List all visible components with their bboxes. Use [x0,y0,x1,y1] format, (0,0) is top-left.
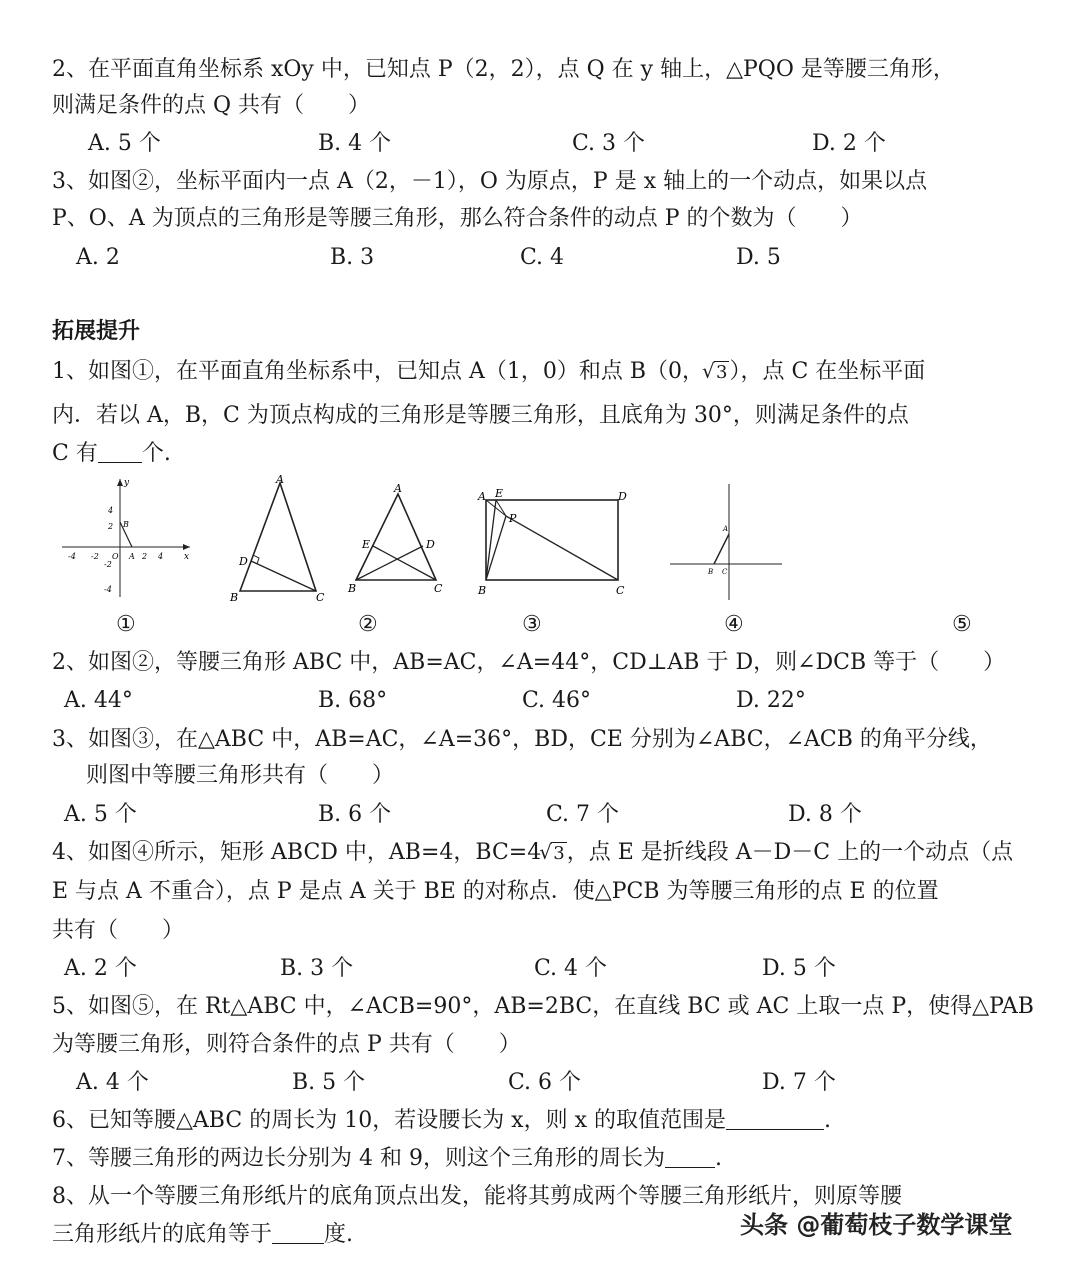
e8-line2-post: 度. [324,1222,354,1247]
fig1-tick-y2: 2 [108,522,114,531]
fig1-x-arrow [183,544,190,550]
fig3-label-c: C [434,582,443,595]
q3-option-a: A. 2 [76,245,120,270]
fig5-label-a: A [723,525,729,533]
e4-line1-post: ，点 E 是折线段 A－D－C 上的一个动点（点 [566,840,1014,865]
e1-line1 [52,356,925,389]
fig4-segment-be [486,500,496,580]
fig3-label-b: B [348,582,357,595]
figure-4-number: ④ [724,612,744,637]
e2-option-a: A. 44° [64,688,133,713]
e1-line1-post: ），点 C 在坐标平面 [729,359,926,384]
e1-answer-blank[interactable] [98,440,142,463]
e3-option-c: C. 7 个 [546,802,620,827]
q2-line2: 则满足条件的点 Q 共有（ ） [52,93,371,118]
fig4-label-b: B [478,584,487,597]
figure-1-coordinate-plane [58,475,194,599]
q3-line1: 3、如图②，坐标平面内一点 A（2，－1），O 为原点，P 是 x 轴上的一个动点，如果以点 [52,169,928,194]
fig4-label-d: D [618,490,627,503]
fig1-label-x: x [184,552,190,562]
fig3-segment-ce [373,546,436,580]
q2-option-b: B. 4 个 [318,131,392,156]
e4-line1-pre: 4、如图④所示，矩形 ABCD 中，AB=4，BC= [52,840,528,865]
e1-line3 [52,438,171,470]
fig5-label-b: B [708,568,714,576]
fig4-label-e: E [495,487,504,500]
section-title: 拓展提升 [52,319,141,344]
q3-options [52,242,1012,274]
e8-line2-pre: 三角形纸片的底角等于 [52,1222,273,1247]
fig5-segment-ab [714,534,729,564]
q2-option-d: D. 2 个 [812,131,886,156]
figure-3-angle-bisectors [344,480,454,600]
figure-5-number: ⑤ [952,612,972,637]
figure-3-number: ③ [522,612,542,637]
fig1-tick-y-4: -4 [104,585,112,594]
fig3-label-e: E [362,538,371,551]
e7-line [52,1143,722,1175]
e2-options [52,685,1012,717]
e6-end: . [824,1108,831,1133]
q3-option-c: C. 4 [520,245,565,270]
e3-option-a: A. 5 个 [64,802,137,827]
fig4-label-a: A [478,490,486,503]
fig4-segment-pc [506,516,618,580]
fig4-label-p: P [509,512,517,525]
e5-option-d: D. 7 个 [762,1070,836,1095]
q3-option-d: D. 5 [736,245,781,270]
e5-options [52,1067,1012,1099]
e4-option-d: D. 5 个 [762,956,836,981]
figure-1-number: ① [116,612,136,637]
fig1-tick-x2: 2 [142,552,148,561]
figure-2-triangle-altitude [228,475,334,605]
fig1-label-o: O [112,552,119,561]
e8-line2 [52,1219,353,1251]
fig1-tick-y-2: -2 [104,560,112,569]
e3-options [52,799,1012,831]
fig3-triangle-abc [356,494,436,580]
e5-line1: 5、如图⑤，在 Rt△ABC 中，∠ACB=90°，AB=2BC，在直线 BC 或 AC 上取一点 P，使得△PAB [52,994,1034,1019]
e2-line1: 2、如图②，等腰三角形 ABC 中，AB=AC，∠A=44°，CD⊥AB 于 D，则∠DCB 等于（ ） [52,650,1006,675]
e7-answer-blank[interactable] [665,1145,715,1168]
e2-option-c: C. 46° [522,688,592,713]
e4-sqrt: √ 3 [541,838,566,870]
e2-option-b: B. 68° [318,688,388,713]
e3-option-d: D. 8 个 [788,802,862,827]
e3-line2: 则图中等腰三角形共有（ ） [86,763,395,788]
fig4-segment-bp [486,516,506,580]
q2-option-a: A. 5 个 [88,131,161,156]
e1-sqrt: √ 3 [704,357,729,389]
fig2-label-d: D [239,555,248,568]
e1-line3-post: 个. [141,441,171,466]
fig4-segment-ep [496,500,506,516]
e4-line1 [52,837,1013,870]
e5-line2: 为等腰三角形，则符合条件的点 P 共有（ ） [52,1032,521,1057]
e6-line [52,1105,831,1137]
fig2-label-a: A [276,475,284,486]
watermark: 头条 @葡萄枝子数学课堂 [740,1211,1013,1239]
q2-options [52,128,1012,160]
e1-line3-pre: C 有 [52,441,98,466]
e5-option-c: C. 6 个 [508,1070,582,1095]
q3-line2: P、O、A 为顶点的三角形是等腰三角形，那么符合条件的动点 P 的个数为（ ） [52,206,863,231]
fig3-segment-bd [356,546,423,580]
fig1-tick-x-2: -2 [91,552,99,561]
fig1-tick-x-4: -4 [68,552,76,561]
e7-end: . [714,1146,722,1171]
fig2-triangle-abc [240,483,316,591]
figure-5-right-triangle [664,482,788,602]
e1-line2: 内．若以 A，B，C 为顶点构成的三角形是等腰三角形，且底角为 30°，则满足条件的点 [52,403,909,428]
e2-option-d: D. 22° [736,688,806,713]
figure-4-rectangle [476,486,636,602]
fig1-label-a: A [129,552,135,561]
fig4-label-c: C [616,584,625,597]
q2-option-c: C. 3 个 [572,131,646,156]
q3-option-b: B. 3 [330,245,375,270]
fig1-tick-y4: 4 [108,506,114,515]
fig2-label-b: B [230,591,239,604]
fig3-label-a: A [394,482,402,495]
e6-answer-blank[interactable] [726,1107,824,1130]
e4-line2: E 与点 A 不重合），点 P 是点 A 关于 BE 的对称点．使△PCB 为等腰三角形的点 E 的位置 [52,879,939,904]
fig5-label-c: C [722,568,728,576]
e3-line1: 3、如图③，在△ABC 中，AB=AC，∠A=36°，BD，CE 分别为∠ABC，∠ACB 的角平分线， [52,727,992,752]
e4-options [52,953,1012,985]
q2-line1: 2、在平面直角坐标系 xOy 中，已知点 P（2，2），点 Q 在 y 轴上，△PQO 是等腰三角形， [52,57,955,82]
fig1-label-b: B [123,520,129,529]
e8-answer-blank[interactable] [272,1221,324,1244]
fig3-label-d: D [426,538,435,551]
e1-line1-pre: 1、如图①，在平面直角坐标系中，已知点 A（1，0）和点 B（0， [52,359,705,384]
e4-line3: 共有（ ） [52,918,185,943]
fig2-label-c: C [316,591,325,604]
e5-option-a: A. 4 个 [76,1070,149,1095]
e7-text: 7、等腰三角形的两边长分别为 4 和 9，则这个三角形的周长为 [52,1146,665,1171]
fig1-tick-x4: 4 [158,552,164,561]
e6-text: 6、已知等腰△ABC 的周长为 10，若设腰长为 x，则 x 的取值范围是 [52,1108,726,1133]
fig1-y-arrow [117,479,123,486]
e8-line1: 8、从一个等腰三角形纸片的底角顶点出发，能将其剪成两个等腰三角形纸片，则原等腰 [52,1184,902,1209]
e4-option-c: C. 4 个 [534,956,608,981]
e4-option-a: A. 2 个 [64,956,137,981]
e5-option-b: B. 5 个 [292,1070,366,1095]
e4-option-b: B. 3 个 [280,956,354,981]
fig2-segment-cd [251,561,316,591]
e4-coef: 4 [527,840,542,865]
e3-option-b: B. 6 个 [318,802,392,827]
fig1-label-y: y [124,478,130,488]
figure-2-number: ② [358,612,378,637]
